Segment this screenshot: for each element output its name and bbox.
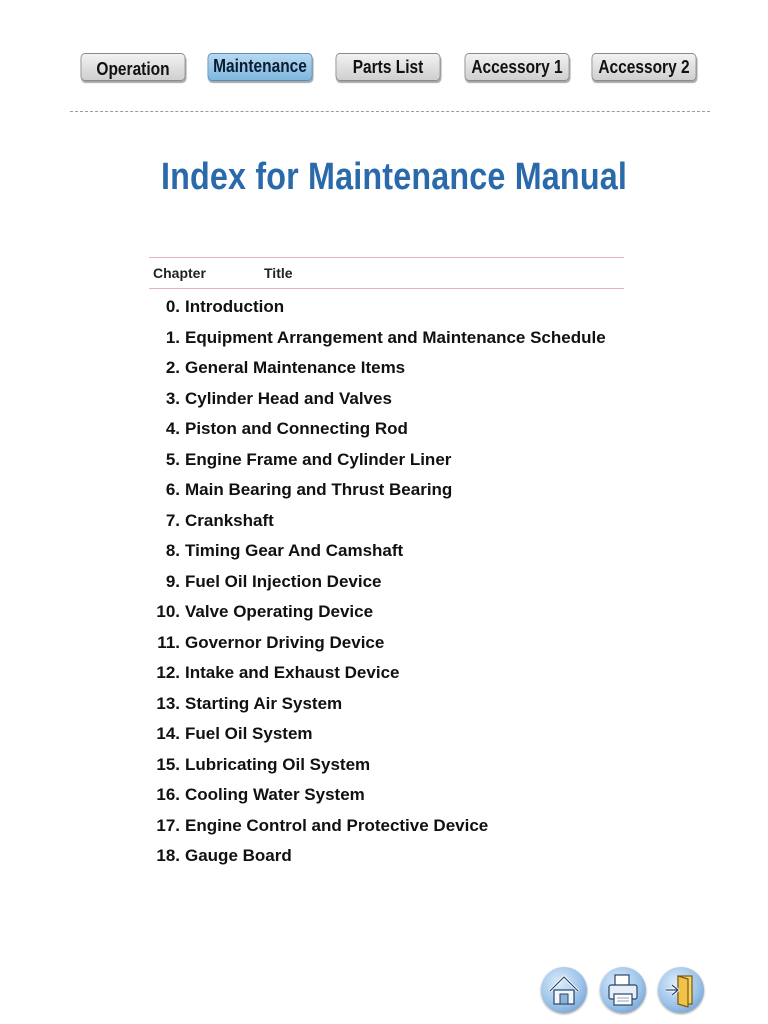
chapter-number-box — [150, 480, 180, 502]
chapter-item[interactable] — [0, 629, 768, 655]
chapter-number-box — [150, 389, 180, 411]
chapter-item[interactable] — [0, 537, 768, 563]
chapter-number: 6. — [165, 480, 180, 499]
chapter-item[interactable] — [0, 812, 768, 838]
chapter-number-box — [150, 328, 180, 350]
tab-accessory-1[interactable]: Accessory 1 — [465, 53, 570, 81]
chapter-number-box — [150, 785, 180, 807]
chapter-number-box — [150, 846, 180, 868]
chapter-title: Crankshaft — [185, 510, 274, 530]
chapter-number-box — [150, 633, 180, 655]
chapter-number-box — [150, 572, 180, 594]
chapter-number: 3. — [165, 388, 180, 408]
chapter-number-box — [150, 602, 180, 624]
chapter-number: 1. — [165, 327, 180, 347]
chapter-title: Cooling Water System — [185, 785, 365, 804]
chapter-title: Engine Control and Protective Device — [185, 815, 489, 835]
chapter-number: 18. — [156, 846, 180, 865]
chapter-item[interactable] — [0, 446, 768, 472]
nav-icon-bar — [540, 967, 710, 1015]
chapter-number-box — [150, 297, 180, 319]
chapter-title: Intake and Exhaust Device — [185, 663, 400, 682]
chapter-number-box — [150, 724, 180, 746]
chapter-item[interactable] — [0, 385, 768, 411]
page-title: Index for Maintenance Manual — [160, 156, 628, 198]
chapter-number-box — [150, 755, 180, 777]
chapter-number: 16. — [156, 785, 180, 804]
chapter-item[interactable] — [0, 293, 768, 319]
chapter-item[interactable] — [0, 720, 768, 746]
chapter-title: Governor Driving Device — [185, 632, 385, 652]
chapter-item[interactable] — [0, 781, 768, 807]
chapter-title: Introduction — [185, 297, 285, 316]
tab-operation[interactable]: Operation — [81, 53, 186, 81]
chapter-number: 17. — [156, 815, 180, 835]
chapter-item[interactable] — [0, 751, 768, 777]
chapter-number: 15. — [156, 754, 180, 774]
chapter-number: 7. — [165, 510, 180, 530]
chapter-item[interactable] — [0, 659, 768, 685]
chapter-title: Piston and Connecting Rod — [185, 419, 408, 438]
chapter-number-box — [150, 541, 180, 563]
column-header-title: Title — [264, 265, 293, 281]
chapter-title: Gauge Board — [185, 846, 292, 865]
chapter-number-box — [150, 358, 180, 380]
table-header — [149, 257, 624, 289]
chapter-number-box — [150, 419, 180, 441]
chapter-title: Main Bearing and Thrust Bearing — [185, 480, 453, 499]
exit-icon[interactable] — [658, 967, 704, 1013]
chapter-item[interactable] — [0, 568, 768, 594]
print-icon[interactable] — [600, 967, 646, 1013]
chapter-number: 12. — [156, 663, 180, 682]
chapter-item[interactable] — [0, 507, 768, 533]
chapter-item[interactable] — [0, 476, 768, 502]
chapter-number: 9. — [165, 571, 180, 591]
chapter-title: Equipment Arrangement and Maintenance Schedule — [185, 327, 606, 347]
chapter-number: 13. — [156, 693, 180, 713]
column-header-chapter: Chapter — [153, 265, 206, 281]
chapter-title: Starting Air System — [185, 693, 343, 713]
chapter-title: Timing Gear And Camshaft — [185, 541, 404, 560]
chapter-number: 5. — [165, 449, 180, 469]
chapter-number: 4. — [165, 419, 180, 438]
chapter-title: General Maintenance Items — [185, 358, 406, 377]
chapter-item[interactable] — [0, 415, 768, 441]
chapter-item[interactable] — [0, 354, 768, 380]
chapter-item[interactable] — [0, 842, 768, 868]
chapter-title: Fuel Oil Injection Device — [185, 571, 382, 591]
chapter-title: Valve Operating Device — [185, 602, 374, 621]
chapter-item[interactable] — [0, 690, 768, 716]
tab-bar — [72, 53, 712, 83]
chapter-number-box — [150, 450, 180, 472]
chapter-number: 0. — [165, 297, 180, 316]
chapter-title: Engine Frame and Cylinder Liner — [185, 449, 452, 469]
chapter-title: Fuel Oil System — [185, 724, 313, 743]
chapter-title: Cylinder Head and Valves — [185, 388, 392, 408]
chapter-number: 8. — [165, 541, 180, 560]
header-divider — [70, 111, 710, 112]
chapter-number-box — [150, 816, 180, 838]
home-icon[interactable] — [541, 967, 587, 1013]
chapter-number: 11. — [157, 632, 180, 652]
chapter-title: Lubricating Oil System — [185, 754, 371, 774]
chapter-number-box — [150, 663, 180, 685]
chapter-number-box — [150, 511, 180, 533]
tab-accessory-2[interactable]: Accessory 2 — [592, 53, 697, 81]
chapter-number: 14. — [156, 724, 180, 743]
chapter-item[interactable] — [0, 324, 768, 350]
chapter-number: 10. — [156, 602, 180, 621]
chapter-item[interactable] — [0, 598, 768, 624]
tab-maintenance[interactable]: Maintenance — [208, 53, 313, 81]
chapter-number-box — [150, 694, 180, 716]
tab-parts-list[interactable]: Parts List — [336, 53, 441, 81]
chapter-number: 2. — [165, 358, 180, 377]
